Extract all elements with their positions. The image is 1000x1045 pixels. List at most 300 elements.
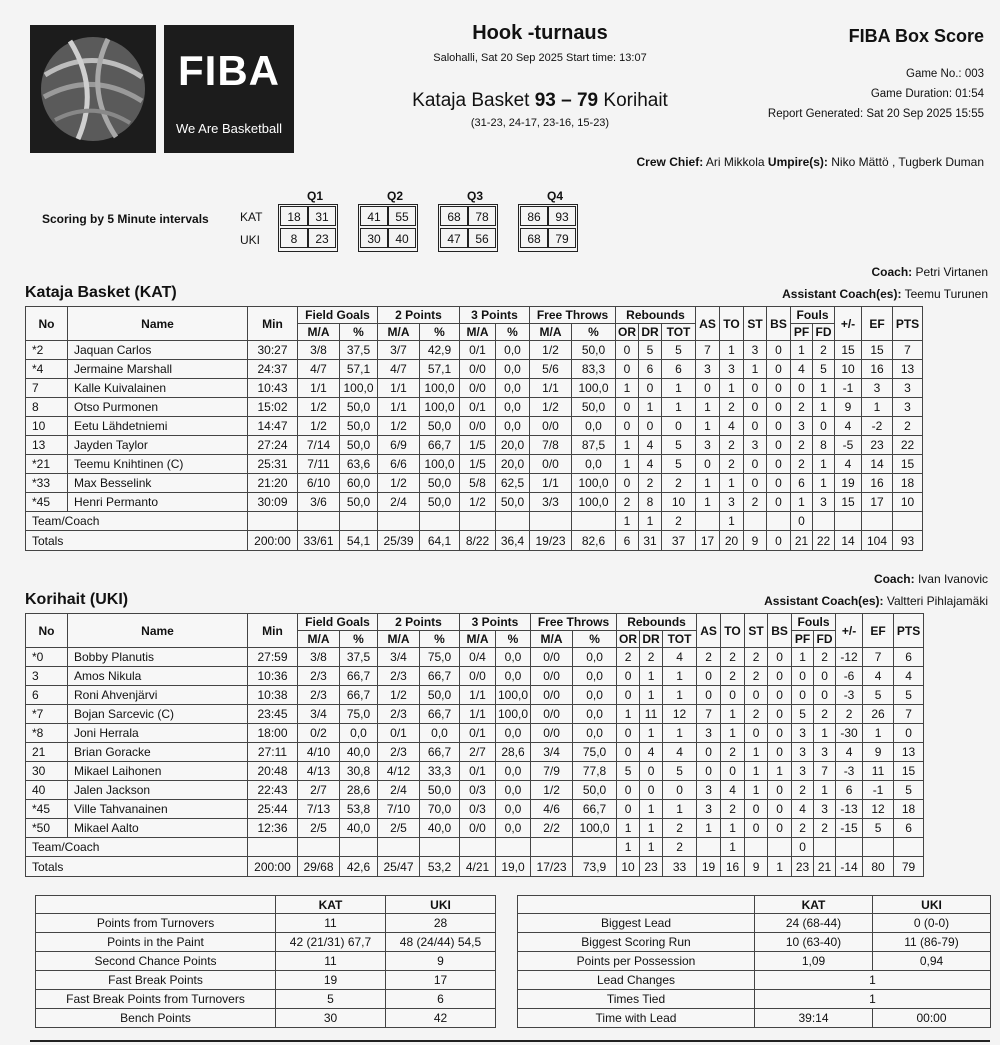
stat-cell: 0 bbox=[663, 781, 697, 800]
player-name: Mikael Aalto bbox=[68, 819, 248, 838]
stat-cell: 27:11 bbox=[248, 743, 298, 762]
team2-assistant-name: Valtteri Pihlajamäki bbox=[886, 594, 988, 608]
stat-cell: 0 bbox=[767, 474, 791, 493]
stat-cell: 50,0 bbox=[573, 781, 617, 800]
col-subheader: M/A bbox=[298, 631, 340, 648]
summary-row bbox=[36, 933, 496, 952]
totals-cell: 31 bbox=[639, 531, 662, 551]
table-row bbox=[26, 724, 924, 743]
interval-cell: 41 bbox=[360, 206, 388, 226]
stat-cell: 1 bbox=[617, 705, 640, 724]
stat-cell: 50,0 bbox=[420, 686, 460, 705]
col-subheader: % bbox=[420, 324, 460, 341]
stat-cell: 0,0 bbox=[573, 667, 617, 686]
stat-cell bbox=[460, 838, 496, 857]
stat-cell: 3 bbox=[791, 417, 813, 436]
stat-cell: 7 bbox=[696, 341, 720, 360]
col-subheader: % bbox=[340, 631, 378, 648]
stat-cell: 0 bbox=[767, 341, 791, 360]
score-dash: – bbox=[561, 90, 572, 111]
player-number: *21 bbox=[26, 455, 68, 474]
totals-cell: 104 bbox=[862, 531, 893, 551]
stat-cell: 7 bbox=[893, 341, 923, 360]
summary-row bbox=[36, 952, 496, 971]
totals-cell: 200:00 bbox=[248, 857, 298, 877]
stat-cell: 1/1 bbox=[530, 379, 572, 398]
stat-cell bbox=[496, 512, 530, 531]
stat-cell: 15 bbox=[893, 455, 923, 474]
stat-cell: 20:48 bbox=[248, 762, 298, 781]
stat-cell: 12 bbox=[863, 800, 894, 819]
stat-cell bbox=[531, 838, 573, 857]
stat-cell: 100,0 bbox=[496, 686, 531, 705]
stat-cell: 100,0 bbox=[572, 493, 616, 512]
stat-cell: 0 bbox=[767, 379, 791, 398]
stat-cell bbox=[460, 512, 496, 531]
stat-cell: 15 bbox=[835, 493, 862, 512]
stat-cell: 5/8 bbox=[460, 474, 496, 493]
totals-cell: 42,6 bbox=[340, 857, 378, 877]
totals-cell: 29/68 bbox=[298, 857, 340, 877]
stat-cell: 1/1 bbox=[460, 705, 496, 724]
stat-cell: 0 bbox=[767, 436, 791, 455]
summary-row bbox=[518, 1009, 991, 1028]
stat-cell: 3/8 bbox=[298, 341, 340, 360]
stat-cell: 50,0 bbox=[572, 398, 616, 417]
stat-cell: 2 bbox=[745, 648, 768, 667]
stat-cell: 2 bbox=[745, 667, 768, 686]
stat-cell: 4 bbox=[639, 436, 662, 455]
stat-cell: 0,0 bbox=[496, 667, 531, 686]
stat-cell: 4 bbox=[836, 743, 863, 762]
totals-cell: 17 bbox=[696, 531, 720, 551]
stat-cell: 66,7 bbox=[340, 686, 378, 705]
stat-cell bbox=[744, 512, 767, 531]
player-number: 3 bbox=[26, 667, 68, 686]
stat-cell: 0 bbox=[616, 360, 639, 379]
stat-cell: 3 bbox=[696, 360, 720, 379]
stat-cell: 37,5 bbox=[340, 341, 378, 360]
col-ft-header: Free Throws bbox=[531, 614, 617, 631]
umpires-names: Niko Mättö , Tugberk Duman bbox=[831, 155, 984, 169]
stat-cell: 1/2 bbox=[298, 417, 340, 436]
stat-cell: 5 bbox=[863, 686, 894, 705]
team1-coach-label: Coach: bbox=[871, 265, 913, 279]
stat-cell: 2 bbox=[814, 819, 836, 838]
stat-cell: 100,0 bbox=[420, 455, 460, 474]
stat-cell: 12 bbox=[663, 705, 697, 724]
stat-cell: 100,0 bbox=[573, 819, 617, 838]
stat-cell: 1 bbox=[663, 724, 697, 743]
table-row bbox=[26, 686, 924, 705]
player-name: Jayden Taylor bbox=[68, 436, 248, 455]
interval-cell: 31 bbox=[308, 206, 336, 226]
stat-cell: 3 bbox=[813, 493, 835, 512]
col-subheader: M/A bbox=[378, 324, 420, 341]
stat-cell: 1 bbox=[721, 819, 745, 838]
stat-cell: 100,0 bbox=[420, 398, 460, 417]
stat-cell: 1 bbox=[696, 493, 720, 512]
summary-row bbox=[36, 990, 496, 1009]
stat-cell: 1 bbox=[696, 474, 720, 493]
stat-cell: 0 bbox=[768, 705, 792, 724]
totals-cell: 17/23 bbox=[531, 857, 573, 877]
interval-q1-header: Q1 bbox=[306, 189, 323, 203]
stat-cell: 0 bbox=[640, 762, 663, 781]
player-number: 6 bbox=[26, 686, 68, 705]
stat-cell: 30,8 bbox=[340, 762, 378, 781]
stat-cell: 0 bbox=[768, 800, 792, 819]
stat-cell: 3 bbox=[862, 379, 893, 398]
stat-cell: 9 bbox=[863, 743, 894, 762]
stat-cell: 1 bbox=[813, 379, 835, 398]
interval-team-kat: KAT bbox=[240, 210, 263, 224]
stat-cell: 1 bbox=[617, 838, 640, 857]
stat-cell: 1 bbox=[663, 686, 697, 705]
table-row bbox=[26, 648, 924, 667]
totals-cell: 0 bbox=[767, 531, 791, 551]
table-row bbox=[26, 800, 924, 819]
summary-value: 5 bbox=[276, 990, 386, 1009]
stat-cell: 100,0 bbox=[340, 379, 378, 398]
player-number: 7 bbox=[26, 379, 68, 398]
stat-cell: 100,0 bbox=[420, 379, 460, 398]
summary-value: 17 bbox=[386, 971, 496, 990]
totals-cell: -14 bbox=[836, 857, 863, 877]
totals-cell: 8/22 bbox=[460, 531, 496, 551]
stat-cell: 16 bbox=[862, 474, 893, 493]
stat-cell: 66,7 bbox=[420, 667, 460, 686]
table-row bbox=[26, 360, 923, 379]
col-subheader: % bbox=[496, 324, 530, 341]
stat-cell bbox=[298, 838, 340, 857]
stat-cell: 50,0 bbox=[572, 341, 616, 360]
interval-cell: 56 bbox=[468, 228, 496, 248]
stat-cell: 7/14 bbox=[298, 436, 340, 455]
totals-cell: 79 bbox=[894, 857, 924, 877]
stat-cell: 0,0 bbox=[573, 686, 617, 705]
fiba-tagline: We Are Basketball bbox=[176, 121, 282, 136]
stat-cell: 3 bbox=[893, 398, 923, 417]
stat-cell: 66,7 bbox=[420, 743, 460, 762]
crew-chief-name: Ari Mikkola bbox=[705, 155, 765, 169]
stat-cell: 0 bbox=[745, 800, 768, 819]
stat-cell: 0,0 bbox=[496, 648, 531, 667]
stat-cell: 0 bbox=[791, 512, 813, 531]
stat-cell: 28,6 bbox=[340, 781, 378, 800]
stat-cell: 8 bbox=[639, 493, 662, 512]
stat-cell: 2 bbox=[791, 455, 813, 474]
totals-cell: 1 bbox=[768, 857, 792, 877]
totals-cell: 64,1 bbox=[420, 531, 460, 551]
totals-cell: 53,2 bbox=[420, 857, 460, 877]
team1-assistant-label: Assistant Coach(es): bbox=[782, 287, 902, 301]
stat-cell: 0 bbox=[767, 493, 791, 512]
stat-cell: 0/0 bbox=[531, 667, 573, 686]
stat-cell: 75,0 bbox=[420, 648, 460, 667]
stat-cell: 0/0 bbox=[460, 417, 496, 436]
stat-cell: 1 bbox=[721, 705, 745, 724]
summary-team-header: UKI bbox=[386, 896, 496, 914]
stat-cell: -3 bbox=[836, 762, 863, 781]
stat-cell: 3 bbox=[720, 360, 744, 379]
stat-cell: 40,0 bbox=[340, 819, 378, 838]
col-subheader: M/A bbox=[460, 324, 496, 341]
stat-cell: 0,0 bbox=[496, 360, 530, 379]
stat-cell: 4 bbox=[791, 360, 813, 379]
stat-cell: 0 bbox=[744, 417, 767, 436]
table-row bbox=[26, 455, 923, 474]
stat-cell: 7/8 bbox=[530, 436, 572, 455]
player-name: Otso Purmonen bbox=[68, 398, 248, 417]
stat-cell: 3/4 bbox=[378, 648, 420, 667]
stat-cell: 2 bbox=[745, 705, 768, 724]
stat-cell: 1 bbox=[813, 455, 835, 474]
stat-cell: -15 bbox=[836, 819, 863, 838]
totals-cell: 20 bbox=[720, 531, 744, 551]
summary-label: Time with Lead bbox=[518, 1009, 755, 1028]
stat-cell: 1 bbox=[640, 686, 663, 705]
stat-cell: 17 bbox=[862, 493, 893, 512]
col-subheader: DR bbox=[640, 631, 663, 648]
interval-cell: 78 bbox=[468, 206, 496, 226]
stat-cell: 1 bbox=[720, 379, 744, 398]
stat-cell: 0/2 bbox=[298, 724, 340, 743]
table-row bbox=[26, 667, 924, 686]
stat-cell: 0 bbox=[616, 341, 639, 360]
table-row bbox=[26, 398, 923, 417]
col-subheader: M/A bbox=[298, 324, 340, 341]
stat-cell: 1 bbox=[791, 341, 813, 360]
stat-cell: 1 bbox=[813, 474, 835, 493]
col-subheader: TOT bbox=[662, 324, 696, 341]
stat-cell: 4 bbox=[835, 417, 862, 436]
stat-cell: 4 bbox=[721, 781, 745, 800]
stat-cell: 0/1 bbox=[460, 398, 496, 417]
stat-cell bbox=[420, 838, 460, 857]
table-row bbox=[26, 762, 924, 781]
stat-cell: 0/1 bbox=[460, 341, 496, 360]
stat-cell: 2/5 bbox=[378, 819, 420, 838]
totals-cell: 54,1 bbox=[340, 531, 378, 551]
stat-cell: 1 bbox=[791, 493, 813, 512]
stat-cell: 23 bbox=[862, 436, 893, 455]
stat-cell: 1 bbox=[640, 819, 663, 838]
report-generated: Report Generated: Sat 20 Sep 2025 15:55 bbox=[767, 108, 984, 120]
stat-cell: 1 bbox=[617, 819, 640, 838]
summary-label: Points in the Paint bbox=[36, 933, 276, 952]
col-subheader: PF bbox=[792, 631, 814, 648]
stat-cell bbox=[573, 838, 617, 857]
stat-cell bbox=[340, 512, 378, 531]
stat-cell: 5 bbox=[662, 455, 696, 474]
stat-cell: 1 bbox=[616, 512, 639, 531]
stat-cell bbox=[814, 838, 836, 857]
stat-cell: 42,9 bbox=[420, 341, 460, 360]
stat-cell: 0/0 bbox=[460, 819, 496, 838]
stat-cell: 4 bbox=[640, 743, 663, 762]
stat-cell: 3 bbox=[814, 743, 836, 762]
stat-cell: 10:36 bbox=[248, 667, 298, 686]
totals-cell: 33 bbox=[663, 857, 697, 877]
stat-cell: 53,8 bbox=[340, 800, 378, 819]
stat-cell: 3 bbox=[744, 436, 767, 455]
stat-cell: 50,0 bbox=[420, 493, 460, 512]
stat-cell: 1 bbox=[745, 743, 768, 762]
summary-value: 1,09 bbox=[755, 952, 873, 971]
stat-cell: 25:31 bbox=[248, 455, 298, 474]
player-name: Brian Goracke bbox=[68, 743, 248, 762]
player-name: Bojan Sarcevic (C) bbox=[68, 705, 248, 724]
stat-cell: 0 bbox=[767, 417, 791, 436]
stat-cell: 7/11 bbox=[298, 455, 340, 474]
col-as-header: AS bbox=[697, 614, 721, 648]
player-name: Eetu Lähdetniemi bbox=[68, 417, 248, 436]
stat-cell: 5 bbox=[894, 686, 924, 705]
stat-cell: 1 bbox=[814, 724, 836, 743]
player-name: Amos Nikula bbox=[68, 667, 248, 686]
stat-cell: 2 bbox=[662, 474, 696, 493]
stat-cell: 5 bbox=[662, 436, 696, 455]
summary-label: Points from Turnovers bbox=[36, 914, 276, 933]
stat-cell: 50,0 bbox=[340, 398, 378, 417]
stat-cell: 0 bbox=[639, 379, 662, 398]
stat-cell bbox=[767, 512, 791, 531]
stat-cell: 40,0 bbox=[340, 743, 378, 762]
game-duration: Game Duration: 01:54 bbox=[870, 88, 984, 100]
col-subheader: PF bbox=[791, 324, 813, 341]
stat-cell: 3/8 bbox=[298, 648, 340, 667]
stat-cell: 3 bbox=[697, 800, 721, 819]
stat-cell: 0,0 bbox=[573, 648, 617, 667]
stat-cell: 0,0 bbox=[572, 417, 616, 436]
stat-cell: 22:43 bbox=[248, 781, 298, 800]
interval-box bbox=[438, 204, 498, 252]
interval-cell: 68 bbox=[520, 228, 548, 248]
stat-cell: 0 bbox=[744, 474, 767, 493]
stat-cell: 7 bbox=[894, 705, 924, 724]
stat-cell: 4/12 bbox=[378, 762, 420, 781]
col-no-header: No bbox=[26, 307, 68, 341]
stat-cell: 10 bbox=[835, 360, 862, 379]
stat-cell: 0/0 bbox=[460, 360, 496, 379]
stat-cell: 6 bbox=[894, 819, 924, 838]
col-subheader: OR bbox=[616, 324, 639, 341]
stat-cell: 1 bbox=[639, 512, 662, 531]
stat-cell: 0 bbox=[697, 762, 721, 781]
summary-team-header: KAT bbox=[276, 896, 386, 914]
stat-cell: 1/5 bbox=[460, 455, 496, 474]
totals-cell: 14 bbox=[835, 531, 862, 551]
stat-cell: 1 bbox=[662, 398, 696, 417]
stat-cell: -2 bbox=[862, 417, 893, 436]
team2-coach-name: Ivan Ivanovic bbox=[917, 572, 988, 586]
stat-cell: 0/0 bbox=[531, 705, 573, 724]
col-subheader: M/A bbox=[378, 631, 420, 648]
stat-cell: 3 bbox=[744, 341, 767, 360]
stat-cell bbox=[893, 512, 923, 531]
stat-cell: 83,3 bbox=[572, 360, 616, 379]
col-as-header: AS bbox=[696, 307, 720, 341]
stat-cell: 1/2 bbox=[378, 686, 420, 705]
totals-cell: 200:00 bbox=[248, 531, 298, 551]
stat-cell: 0 bbox=[721, 762, 745, 781]
stat-cell: 2 bbox=[744, 493, 767, 512]
stat-cell: 5 bbox=[792, 705, 814, 724]
stat-cell: 0,0 bbox=[496, 819, 531, 838]
stat-cell: 0,0 bbox=[496, 781, 531, 800]
summary-value: 10 (63-40) bbox=[755, 933, 873, 952]
stat-cell: 1 bbox=[662, 379, 696, 398]
player-number: *0 bbox=[26, 648, 68, 667]
stat-cell: 1 bbox=[616, 379, 639, 398]
stat-cell bbox=[572, 512, 616, 531]
stat-cell: 70,0 bbox=[420, 800, 460, 819]
stat-cell bbox=[836, 838, 863, 857]
stat-cell: -6 bbox=[836, 667, 863, 686]
totals-row bbox=[26, 531, 923, 551]
interval-team-uki: UKI bbox=[240, 233, 261, 247]
col-min-header: Min bbox=[248, 614, 298, 648]
stat-cell: 2 bbox=[721, 648, 745, 667]
stat-cell: 0 bbox=[616, 417, 639, 436]
stat-cell: 1/2 bbox=[298, 398, 340, 417]
stat-cell: 18:00 bbox=[248, 724, 298, 743]
interval-cell: 86 bbox=[520, 206, 548, 226]
col-to-header: TO bbox=[721, 614, 745, 648]
col-3pt-header: 3 Points bbox=[460, 307, 530, 324]
col-no-header: No bbox=[26, 614, 68, 648]
stat-cell: 3 bbox=[697, 781, 721, 800]
summary-value: 11 bbox=[276, 914, 386, 933]
col-fg-header: Field Goals bbox=[298, 614, 378, 631]
summary-value: 11 bbox=[276, 952, 386, 971]
table-row bbox=[26, 379, 923, 398]
player-number: *45 bbox=[26, 800, 68, 819]
fiba-logo-text: FIBA bbox=[178, 47, 280, 94]
home-team-name: Kataja Basket bbox=[412, 90, 530, 111]
player-number: *50 bbox=[26, 819, 68, 838]
col-subheader: M/A bbox=[530, 324, 572, 341]
stat-cell: 2 bbox=[617, 648, 640, 667]
player-name: Mikael Laihonen bbox=[68, 762, 248, 781]
totals-row bbox=[26, 857, 924, 877]
stat-cell: 0 bbox=[768, 819, 792, 838]
col-fouls-header: Fouls bbox=[791, 307, 835, 324]
totals-cell: 36,4 bbox=[496, 531, 530, 551]
stat-cell: 0,0 bbox=[496, 379, 530, 398]
stat-cell: 15 bbox=[894, 762, 924, 781]
stat-cell bbox=[496, 838, 531, 857]
stat-cell: 1 bbox=[639, 398, 662, 417]
stat-cell: 3 bbox=[696, 436, 720, 455]
stat-cell: 0 bbox=[617, 686, 640, 705]
table-row bbox=[26, 705, 924, 724]
stat-cell: 2 bbox=[721, 743, 745, 762]
stat-cell: 0 bbox=[617, 781, 640, 800]
stat-cell: 0 bbox=[640, 781, 663, 800]
stat-cell: 1/5 bbox=[460, 436, 496, 455]
stat-cell: 2 bbox=[813, 341, 835, 360]
stat-cell: 3/4 bbox=[298, 705, 340, 724]
stat-cell: 0 bbox=[814, 686, 836, 705]
intervals-label: Scoring by 5 Minute intervals bbox=[42, 212, 209, 226]
player-number: *4 bbox=[26, 360, 68, 379]
stat-cell: 30:09 bbox=[248, 493, 298, 512]
player-name: Jermaine Marshall bbox=[68, 360, 248, 379]
stat-cell: 18 bbox=[894, 800, 924, 819]
stat-cell: 1 bbox=[663, 667, 697, 686]
